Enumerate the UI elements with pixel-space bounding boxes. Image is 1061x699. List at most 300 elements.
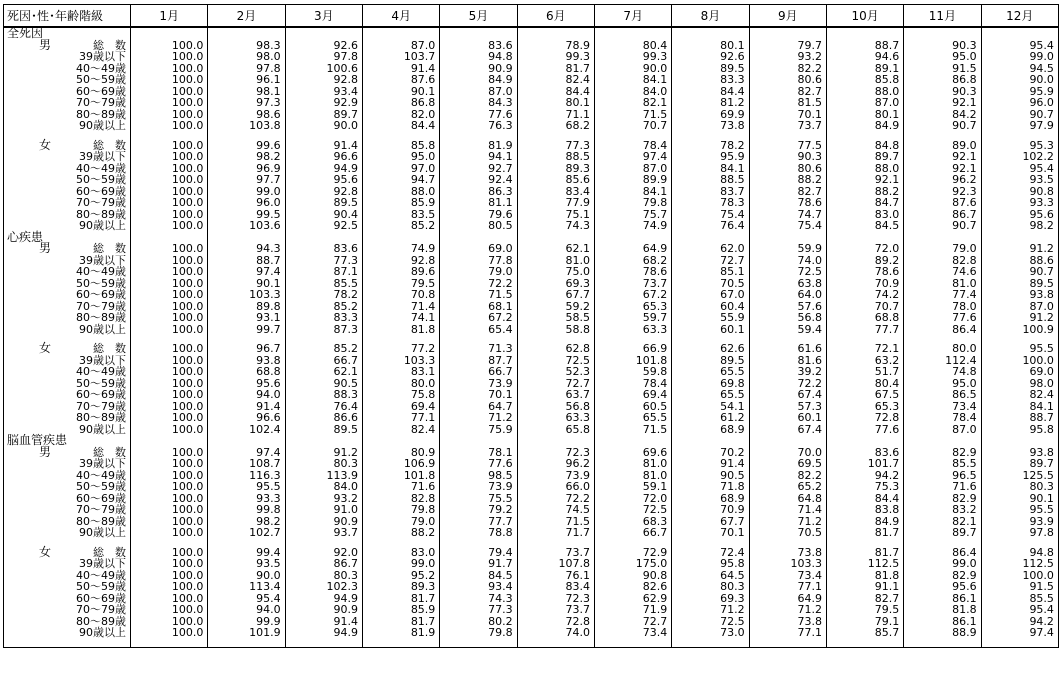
value-cell: 54.1 xyxy=(672,401,749,413)
value-cell: 69.6 xyxy=(594,447,671,459)
value-cell: 84.8 xyxy=(826,140,903,152)
value-cell: 92.0 xyxy=(285,547,362,559)
value-cell: 97.4 xyxy=(208,266,285,278)
table-row xyxy=(4,40,1059,52)
value-cell: 84.5 xyxy=(826,220,903,232)
value-cell: 86.3 xyxy=(440,186,517,198)
table-row xyxy=(4,74,1059,86)
header-month: 6月 xyxy=(517,5,594,28)
value-cell: 57.3 xyxy=(749,401,826,413)
table-row xyxy=(4,289,1059,301)
value-cell: 100.0 xyxy=(131,86,208,98)
value-cell: 95.5 xyxy=(208,481,285,493)
age-group-label: 90歳以上 xyxy=(79,422,126,436)
value-cell: 68.8 xyxy=(826,312,903,324)
value-cell: 78.2 xyxy=(672,140,749,152)
value-cell: 100.6 xyxy=(285,63,362,75)
value-cell: 69.0 xyxy=(440,243,517,255)
value-cell: 71.1 xyxy=(517,109,594,121)
empty-cell xyxy=(517,639,594,648)
empty-cell xyxy=(285,27,362,40)
table-row xyxy=(4,627,1059,639)
value-cell: 100.0 xyxy=(981,355,1058,367)
value-cell: 81.7 xyxy=(362,593,439,605)
value-cell: 100.0 xyxy=(131,301,208,313)
age-group-label: 90歳以上 xyxy=(79,626,126,639)
value-cell: 75.4 xyxy=(672,209,749,221)
value-cell: 74.0 xyxy=(749,255,826,267)
empty-cell xyxy=(440,435,517,447)
value-cell: 88.3 xyxy=(285,389,362,401)
value-cell: 94.9 xyxy=(285,593,362,605)
sex-label: 女 xyxy=(39,544,52,559)
value-cell: 60.4 xyxy=(672,301,749,313)
value-cell: 73.4 xyxy=(594,627,671,639)
value-cell: 72.0 xyxy=(826,243,903,255)
empty-cell xyxy=(594,27,671,40)
value-cell: 82.1 xyxy=(594,97,671,109)
value-cell: 99.3 xyxy=(517,51,594,63)
value-cell: 100.9 xyxy=(981,324,1058,336)
value-cell: 90.9 xyxy=(285,516,362,528)
value-cell: 72.8 xyxy=(517,616,594,628)
value-cell: 100.0 xyxy=(131,558,208,570)
value-cell: 62.0 xyxy=(672,243,749,255)
value-cell: 94.0 xyxy=(208,604,285,616)
value-cell: 80.2 xyxy=(440,616,517,628)
value-cell: 68.3 xyxy=(594,516,671,528)
value-cell: 64.8 xyxy=(749,493,826,505)
value-cell: 91.2 xyxy=(981,243,1058,255)
value-cell: 99.5 xyxy=(208,209,285,221)
table-row xyxy=(4,470,1059,482)
value-cell: 97.7 xyxy=(208,174,285,186)
value-cell: 70.1 xyxy=(749,109,826,121)
value-cell: 75.7 xyxy=(594,209,671,221)
value-cell: 86.8 xyxy=(904,74,981,86)
value-cell: 74.5 xyxy=(517,504,594,516)
table-row xyxy=(4,481,1059,493)
value-cell: 70.1 xyxy=(440,389,517,401)
value-cell: 72.5 xyxy=(594,504,671,516)
value-cell: 70.7 xyxy=(594,120,671,132)
value-cell: 86.1 xyxy=(904,616,981,628)
table-row xyxy=(4,412,1059,424)
value-cell: 82.9 xyxy=(904,447,981,459)
value-cell: 87.0 xyxy=(981,301,1058,313)
value-cell: 83.0 xyxy=(362,547,439,559)
value-cell: 79.1 xyxy=(826,616,903,628)
value-cell: 70.8 xyxy=(362,289,439,301)
value-cell: 100.0 xyxy=(131,120,208,132)
value-cell: 85.2 xyxy=(285,343,362,355)
value-cell: 79.5 xyxy=(362,278,439,290)
value-cell: 100.0 xyxy=(131,278,208,290)
value-cell: 77.3 xyxy=(285,255,362,267)
monthly-index-table xyxy=(3,4,1059,648)
value-cell: 63.3 xyxy=(594,324,671,336)
value-cell: 90.5 xyxy=(672,470,749,482)
value-cell: 78.6 xyxy=(749,197,826,209)
value-cell: 99.8 xyxy=(208,504,285,516)
value-cell: 96.2 xyxy=(517,458,594,470)
value-cell: 61.2 xyxy=(672,412,749,424)
header-month: 7月 xyxy=(594,5,671,28)
cause-label: 心疾患 xyxy=(4,232,131,244)
value-cell: 95.4 xyxy=(208,593,285,605)
value-cell: 92.1 xyxy=(904,151,981,163)
value-cell: 65.5 xyxy=(672,389,749,401)
value-cell: 95.4 xyxy=(981,163,1058,175)
value-cell: 65.4 xyxy=(440,324,517,336)
value-cell: 80.3 xyxy=(672,581,749,593)
value-cell: 89.5 xyxy=(672,355,749,367)
value-cell: 71.2 xyxy=(749,516,826,528)
value-cell: 86.6 xyxy=(285,412,362,424)
value-cell: 85.6 xyxy=(517,174,594,186)
value-cell: 100.0 xyxy=(131,424,208,436)
value-cell: 78.1 xyxy=(440,447,517,459)
empty-cell xyxy=(672,435,749,447)
value-cell: 64.7 xyxy=(440,401,517,413)
value-cell: 69.3 xyxy=(672,593,749,605)
value-cell: 96.2 xyxy=(904,174,981,186)
value-cell: 98.2 xyxy=(981,220,1058,232)
value-cell: 97.4 xyxy=(594,151,671,163)
value-cell: 72.5 xyxy=(749,266,826,278)
value-cell: 75.1 xyxy=(517,209,594,221)
value-cell: 81.0 xyxy=(904,278,981,290)
value-cell: 82.2 xyxy=(749,63,826,75)
sex-label: 男 xyxy=(39,37,52,52)
value-cell: 91.4 xyxy=(362,63,439,75)
empty-cell xyxy=(208,27,285,40)
spacer-row xyxy=(4,335,1059,343)
age-group-label: 70～79歳 xyxy=(76,96,126,109)
age-group-label: 70～79歳 xyxy=(76,399,126,413)
empty-cell xyxy=(131,27,208,40)
value-cell: 95.5 xyxy=(981,504,1058,516)
value-cell: 77.9 xyxy=(517,197,594,209)
value-cell: 73.9 xyxy=(440,378,517,390)
value-cell: 100.0 xyxy=(131,570,208,582)
value-cell: 98.5 xyxy=(440,470,517,482)
value-cell: 79.2 xyxy=(440,504,517,516)
value-cell: 84.0 xyxy=(285,481,362,493)
value-cell: 92.1 xyxy=(904,97,981,109)
value-cell: 95.8 xyxy=(981,424,1058,436)
value-cell: 87.0 xyxy=(440,86,517,98)
value-cell: 98.3 xyxy=(208,40,285,52)
value-cell: 69.9 xyxy=(672,109,749,121)
value-cell: 72.4 xyxy=(672,547,749,559)
value-cell: 83.5 xyxy=(362,209,439,221)
value-cell: 60.5 xyxy=(594,401,671,413)
table-row xyxy=(4,593,1059,605)
table-row xyxy=(4,324,1059,336)
value-cell: 71.5 xyxy=(440,289,517,301)
value-cell: 86.8 xyxy=(362,97,439,109)
value-cell: 90.0 xyxy=(594,63,671,75)
value-cell: 92.8 xyxy=(285,186,362,198)
value-cell: 84.3 xyxy=(440,97,517,109)
value-cell: 99.0 xyxy=(362,558,439,570)
value-cell: 99.0 xyxy=(981,51,1058,63)
table-row xyxy=(4,140,1059,152)
empty-cell xyxy=(208,639,285,648)
header-month: 2月 xyxy=(208,5,285,28)
value-cell: 72.2 xyxy=(440,278,517,290)
value-cell: 103.3 xyxy=(208,289,285,301)
value-cell: 76.1 xyxy=(517,570,594,582)
table-row xyxy=(4,378,1059,390)
spacer-row xyxy=(4,132,1059,140)
value-cell: 92.4 xyxy=(440,174,517,186)
value-cell: 65.5 xyxy=(672,366,749,378)
value-cell: 84.4 xyxy=(517,86,594,98)
value-cell: 59.4 xyxy=(749,324,826,336)
value-cell: 99.3 xyxy=(594,51,671,63)
value-cell: 100.0 xyxy=(131,151,208,163)
empty-cell xyxy=(981,27,1058,40)
age-group-label: 70～79歳 xyxy=(76,603,126,616)
value-cell: 85.8 xyxy=(362,140,439,152)
value-cell: 92.8 xyxy=(285,74,362,86)
value-cell: 100.0 xyxy=(131,401,208,413)
value-cell: 77.6 xyxy=(904,312,981,324)
age-group-label: 50～59歳 xyxy=(76,480,126,493)
value-cell: 112.5 xyxy=(981,558,1058,570)
empty-cell xyxy=(362,27,439,40)
value-cell: 74.1 xyxy=(362,312,439,324)
table-row xyxy=(4,604,1059,616)
value-cell: 78.2 xyxy=(285,289,362,301)
value-cell: 83.1 xyxy=(362,366,439,378)
value-cell: 78.6 xyxy=(826,266,903,278)
value-cell: 89.3 xyxy=(362,581,439,593)
value-cell: 106.9 xyxy=(362,458,439,470)
empty-cell xyxy=(749,639,826,648)
value-cell: 89.2 xyxy=(826,255,903,267)
value-cell: 94.0 xyxy=(208,389,285,401)
age-group-label: 39歳以下 xyxy=(79,50,126,63)
value-cell: 83.2 xyxy=(904,504,981,516)
value-cell: 65.3 xyxy=(826,401,903,413)
value-cell: 89.7 xyxy=(285,109,362,121)
value-cell: 51.7 xyxy=(826,366,903,378)
value-cell: 77.7 xyxy=(826,324,903,336)
value-cell: 102.7 xyxy=(208,527,285,539)
age-group-label: 総 数 xyxy=(93,138,126,152)
value-cell: 71.7 xyxy=(517,527,594,539)
table-row xyxy=(4,63,1059,75)
value-cell: 94.8 xyxy=(981,547,1058,559)
value-cell: 68.9 xyxy=(672,424,749,436)
value-cell: 98.1 xyxy=(208,86,285,98)
value-cell: 71.4 xyxy=(749,504,826,516)
value-cell: 100.0 xyxy=(131,447,208,459)
value-cell: 103.7 xyxy=(362,51,439,63)
value-cell: 96.0 xyxy=(208,197,285,209)
empty-cell xyxy=(594,639,671,648)
value-cell: 84.4 xyxy=(362,120,439,132)
age-group-label: 40～49歳 xyxy=(76,468,126,482)
value-cell: 65.2 xyxy=(749,481,826,493)
value-cell: 82.7 xyxy=(826,593,903,605)
age-group-label: 50～59歳 xyxy=(76,276,126,290)
value-cell: 84.4 xyxy=(826,493,903,505)
value-cell: 100.0 xyxy=(131,140,208,152)
value-cell: 72.2 xyxy=(749,378,826,390)
header-month: 5月 xyxy=(440,5,517,28)
table-row xyxy=(4,516,1059,528)
value-cell: 94.6 xyxy=(826,51,903,63)
value-cell: 175.0 xyxy=(594,558,671,570)
value-cell: 112.5 xyxy=(826,558,903,570)
table-row xyxy=(4,97,1059,109)
value-cell: 75.3 xyxy=(826,481,903,493)
value-cell: 81.7 xyxy=(517,63,594,75)
value-cell: 100.0 xyxy=(131,389,208,401)
value-cell: 81.1 xyxy=(440,197,517,209)
value-cell: 71.2 xyxy=(672,604,749,616)
value-cell: 66.9 xyxy=(594,343,671,355)
header-month: 1月 xyxy=(131,5,208,28)
value-cell: 76.4 xyxy=(672,220,749,232)
value-cell: 91.0 xyxy=(285,504,362,516)
value-cell: 96.0 xyxy=(981,97,1058,109)
value-cell: 83.6 xyxy=(826,447,903,459)
value-cell: 58.8 xyxy=(517,324,594,336)
value-cell: 85.7 xyxy=(826,627,903,639)
value-cell: 125.5 xyxy=(981,470,1058,482)
value-cell: 94.9 xyxy=(285,163,362,175)
value-cell: 92.6 xyxy=(285,40,362,52)
empty-cell xyxy=(904,27,981,40)
header-row xyxy=(4,5,1059,28)
value-cell: 85.8 xyxy=(826,74,903,86)
value-cell: 100.0 xyxy=(131,527,208,539)
value-cell: 90.0 xyxy=(981,74,1058,86)
value-cell: 86.7 xyxy=(285,558,362,570)
header-month: 8月 xyxy=(672,5,749,28)
value-cell: 80.0 xyxy=(904,343,981,355)
value-cell: 74.6 xyxy=(904,266,981,278)
value-cell: 101.7 xyxy=(826,458,903,470)
value-cell: 73.4 xyxy=(749,570,826,582)
value-cell: 87.6 xyxy=(904,197,981,209)
value-cell: 67.7 xyxy=(672,516,749,528)
empty-cell xyxy=(981,639,1058,648)
value-cell: 95.9 xyxy=(672,151,749,163)
value-cell: 69.3 xyxy=(517,278,594,290)
sex-label: 女 xyxy=(39,341,52,355)
value-cell: 70.9 xyxy=(826,278,903,290)
value-cell: 90.1 xyxy=(362,86,439,98)
value-cell: 97.3 xyxy=(208,97,285,109)
value-cell: 100.0 xyxy=(131,97,208,109)
value-cell: 72.3 xyxy=(517,447,594,459)
empty-cell xyxy=(749,435,826,447)
age-group-label: 60～69歳 xyxy=(76,491,126,505)
value-cell: 81.8 xyxy=(362,324,439,336)
value-cell: 84.1 xyxy=(672,163,749,175)
value-cell: 100.0 xyxy=(131,163,208,175)
table-row xyxy=(4,343,1059,355)
value-cell: 56.8 xyxy=(517,401,594,413)
value-cell: 71.6 xyxy=(362,481,439,493)
value-cell: 83.0 xyxy=(826,209,903,221)
value-cell: 88.2 xyxy=(362,527,439,539)
value-cell: 97.4 xyxy=(208,447,285,459)
age-group-label: 40～49歳 xyxy=(76,265,126,278)
empty-cell xyxy=(672,639,749,648)
empty-cell xyxy=(440,27,517,40)
value-cell: 87.0 xyxy=(826,97,903,109)
value-cell: 79.8 xyxy=(440,627,517,639)
value-cell: 89.7 xyxy=(826,151,903,163)
value-cell: 83.4 xyxy=(517,581,594,593)
value-cell: 59.7 xyxy=(594,312,671,324)
value-cell: 95.0 xyxy=(904,51,981,63)
value-cell: 75.5 xyxy=(440,493,517,505)
value-cell: 97.9 xyxy=(981,120,1058,132)
value-cell: 79.0 xyxy=(904,243,981,255)
value-cell: 71.5 xyxy=(594,109,671,121)
value-cell: 90.7 xyxy=(981,109,1058,121)
value-cell: 95.9 xyxy=(981,86,1058,98)
table-row xyxy=(4,424,1059,436)
value-cell: 86.4 xyxy=(904,324,981,336)
age-group-label: 40～49歳 xyxy=(76,365,126,378)
value-cell: 75.0 xyxy=(517,266,594,278)
value-cell: 85.5 xyxy=(285,278,362,290)
value-cell: 72.8 xyxy=(826,412,903,424)
value-cell: 85.5 xyxy=(904,458,981,470)
value-cell: 97.8 xyxy=(981,527,1058,539)
value-cell: 79.4 xyxy=(440,547,517,559)
value-cell: 78.6 xyxy=(594,266,671,278)
value-cell: 62.6 xyxy=(672,343,749,355)
value-cell: 93.5 xyxy=(981,174,1058,186)
age-group-label: 60～69歳 xyxy=(76,388,126,401)
value-cell: 95.0 xyxy=(904,378,981,390)
value-cell: 82.2 xyxy=(749,470,826,482)
value-cell: 63.3 xyxy=(517,412,594,424)
value-cell: 95.8 xyxy=(672,558,749,570)
table-row xyxy=(4,527,1059,539)
value-cell: 86.7 xyxy=(904,209,981,221)
value-cell: 100.0 xyxy=(131,174,208,186)
value-cell: 91.5 xyxy=(981,581,1058,593)
empty-cell xyxy=(362,435,439,447)
value-cell: 93.8 xyxy=(981,447,1058,459)
table-row xyxy=(4,197,1059,209)
value-cell: 65.5 xyxy=(594,412,671,424)
value-cell: 99.7 xyxy=(208,324,285,336)
value-cell: 74.7 xyxy=(749,209,826,221)
value-cell: 52.3 xyxy=(517,366,594,378)
age-group-label: 39歳以下 xyxy=(79,457,126,470)
value-cell: 74.9 xyxy=(594,220,671,232)
value-cell: 72.5 xyxy=(517,355,594,367)
value-cell: 64.9 xyxy=(594,243,671,255)
value-cell: 77.3 xyxy=(517,140,594,152)
value-cell: 80.5 xyxy=(440,220,517,232)
value-cell: 89.5 xyxy=(672,63,749,75)
value-cell: 83.7 xyxy=(672,186,749,198)
value-cell: 69.4 xyxy=(362,401,439,413)
